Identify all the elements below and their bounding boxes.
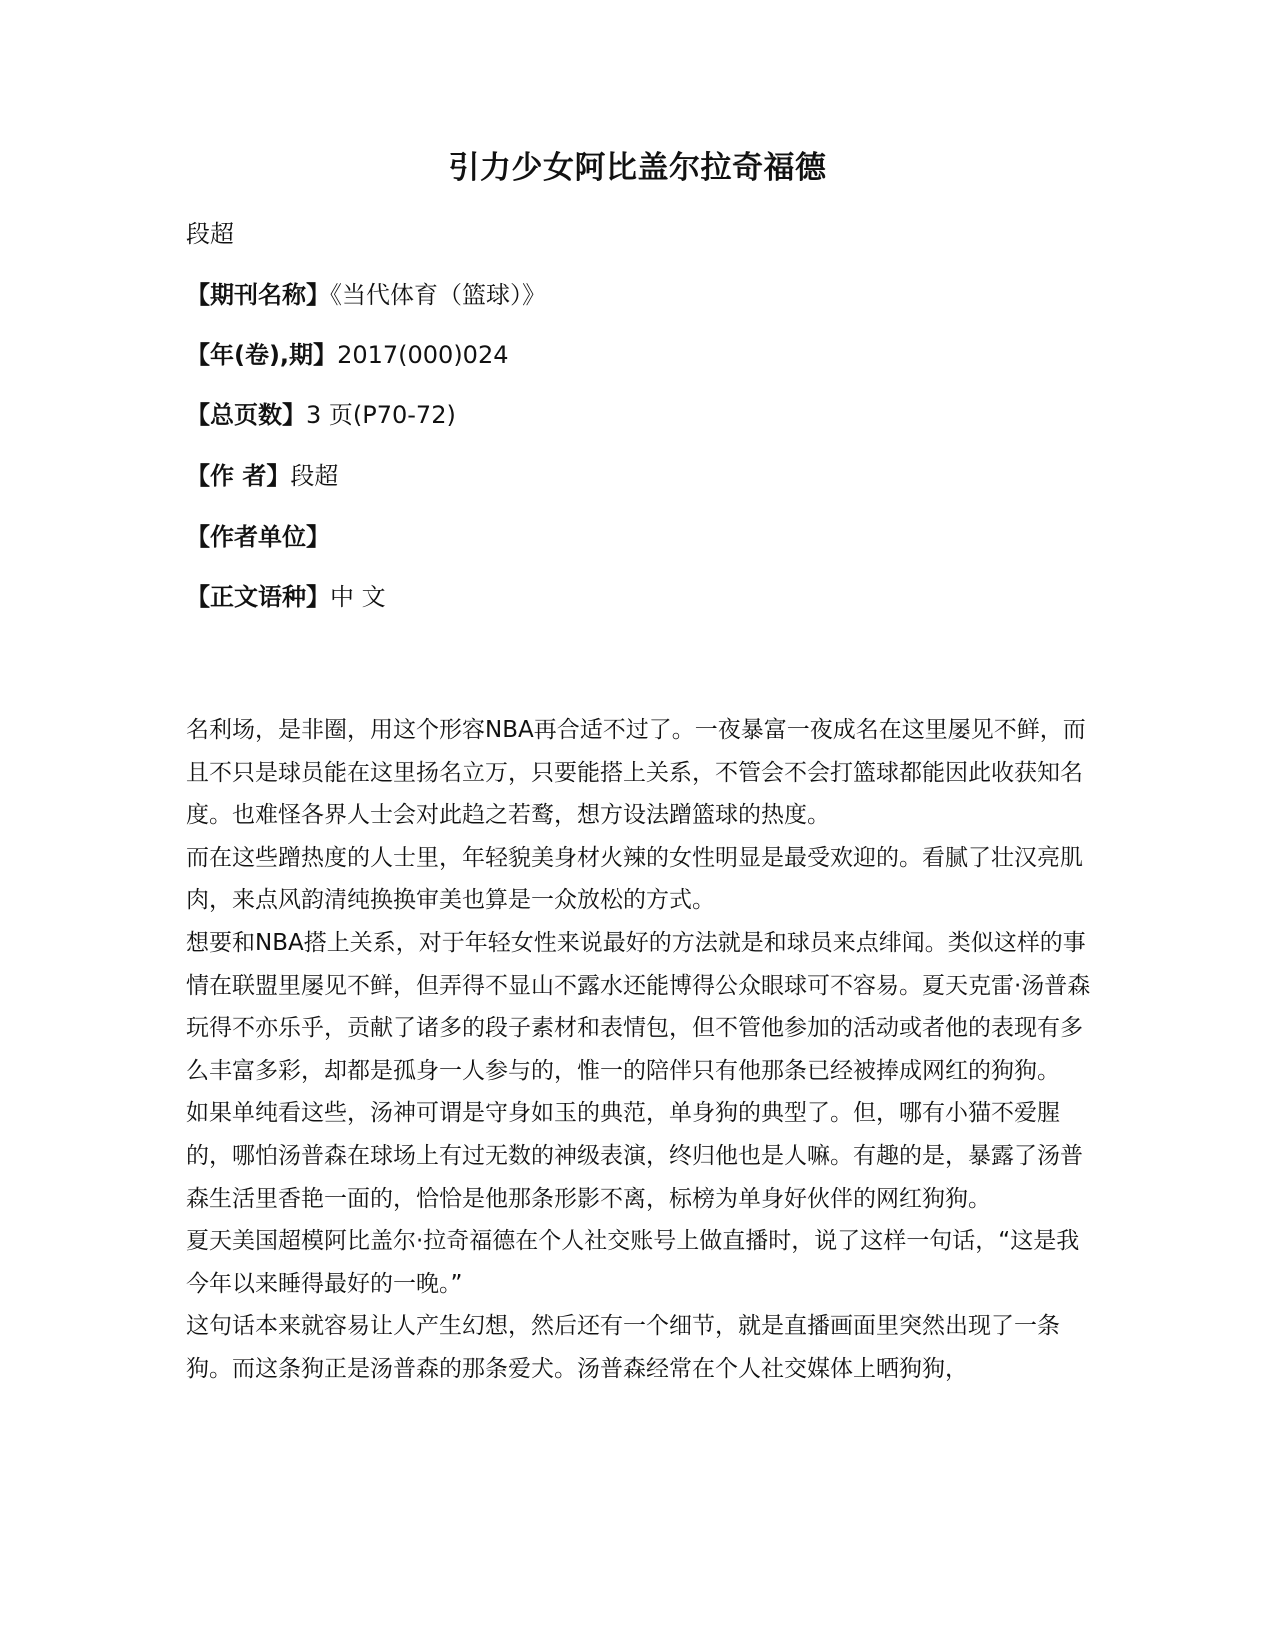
byline-text: 段超 <box>186 220 234 248</box>
meta-row-language <box>186 581 386 613</box>
meta-value: 2017(000)024 <box>337 341 509 369</box>
meta-row-author <box>186 460 338 492</box>
body-paragraph: 而在这些蹭热度的人士里，年轻貌美身材火辣的女性明显是最受欢迎的。看腻了壮汉亮肌肉，来点风韵清纯换换审美也算是一众放松的方式。 <box>186 844 1083 914</box>
meta-label: 【年(卷),期】 <box>186 341 338 369</box>
meta-row-issue <box>186 339 508 371</box>
meta-value: 3 页(P70-72) <box>306 401 456 429</box>
article-title: 引力少女阿比盖尔拉奇福德 <box>448 150 827 186</box>
meta-label: 【期刊名称】 <box>186 281 330 309</box>
meta-value: 段超 <box>290 462 339 490</box>
meta-label: 【总页数】 <box>186 401 306 429</box>
meta-row-pages <box>186 399 456 431</box>
meta-row-affiliation <box>186 521 330 553</box>
body-paragraph: 这句话本来就容易让人产生幻想，然后还有一个细节，就是直播画面里突然出现了一条狗。而这条狗正是汤普森的那条爱犬。汤普森经常在个人社交媒体上晒狗狗， <box>186 1313 1060 1382</box>
body-paragraph: 如果单纯看这些，汤神可谓是守身如玉的典范，单身狗的典型了。但，哪有小猫不爱腥的，哪怕汤普森在球场上有过无数的神级表演，终归他也是人嘛。有趣的是，暴露了汤普森生活里香艳一面的，恰恰是他那条形影不离，标榜为单身好伙伴的网红狗狗。 <box>186 1100 1083 1212</box>
meta-label: 【作 者】 <box>186 462 291 490</box>
meta-row-journal <box>186 279 546 311</box>
body-paragraph: 夏天美国超模阿比盖尔·拉奇福德在个人社交账号上做直播时，说了这样一句话，“这是我今年以来睡得最好的一晚。” <box>186 1228 1080 1297</box>
body-paragraph: 想要和NBA搭上关系，对于年轻女性来说最好的方法就是和球员来点绯闻。类似这样的事情在联盟里屡见不鲜，但弄得不显山不露水还能博得公众眼球可不容易。夏天克雷·汤普森玩得不亦乐乎，贡献了诸多的段子素材和表情包，但不管他参加的活动或者他的表现有多么丰富多彩，却都是孤身一人参与的，惟一的陪伴只有他那条已经被捧成网红的狗狗。 <box>186 929 1091 1084</box>
meta-value: 中 文 <box>330 583 386 611</box>
meta-value: 《当代体育（篮球）》 <box>330 281 546 309</box>
article-body <box>186 709 1094 1391</box>
body-paragraph: 名利场，是非圈，用这个形容NBA再合适不过了。一夜暴富一夜成名在这里屡见不鲜，而且不只是球员能在这里扬名立万，只要能搭上关系，不管会不会打篮球都能因此收获知名度。也难怪各界人士会对此趋之若鹜，想方设法蹭篮球的热度。 <box>186 717 1086 829</box>
author-byline <box>186 218 234 250</box>
meta-label: 【作者单位】 <box>186 523 330 551</box>
meta-label: 【正文语种】 <box>186 583 330 611</box>
